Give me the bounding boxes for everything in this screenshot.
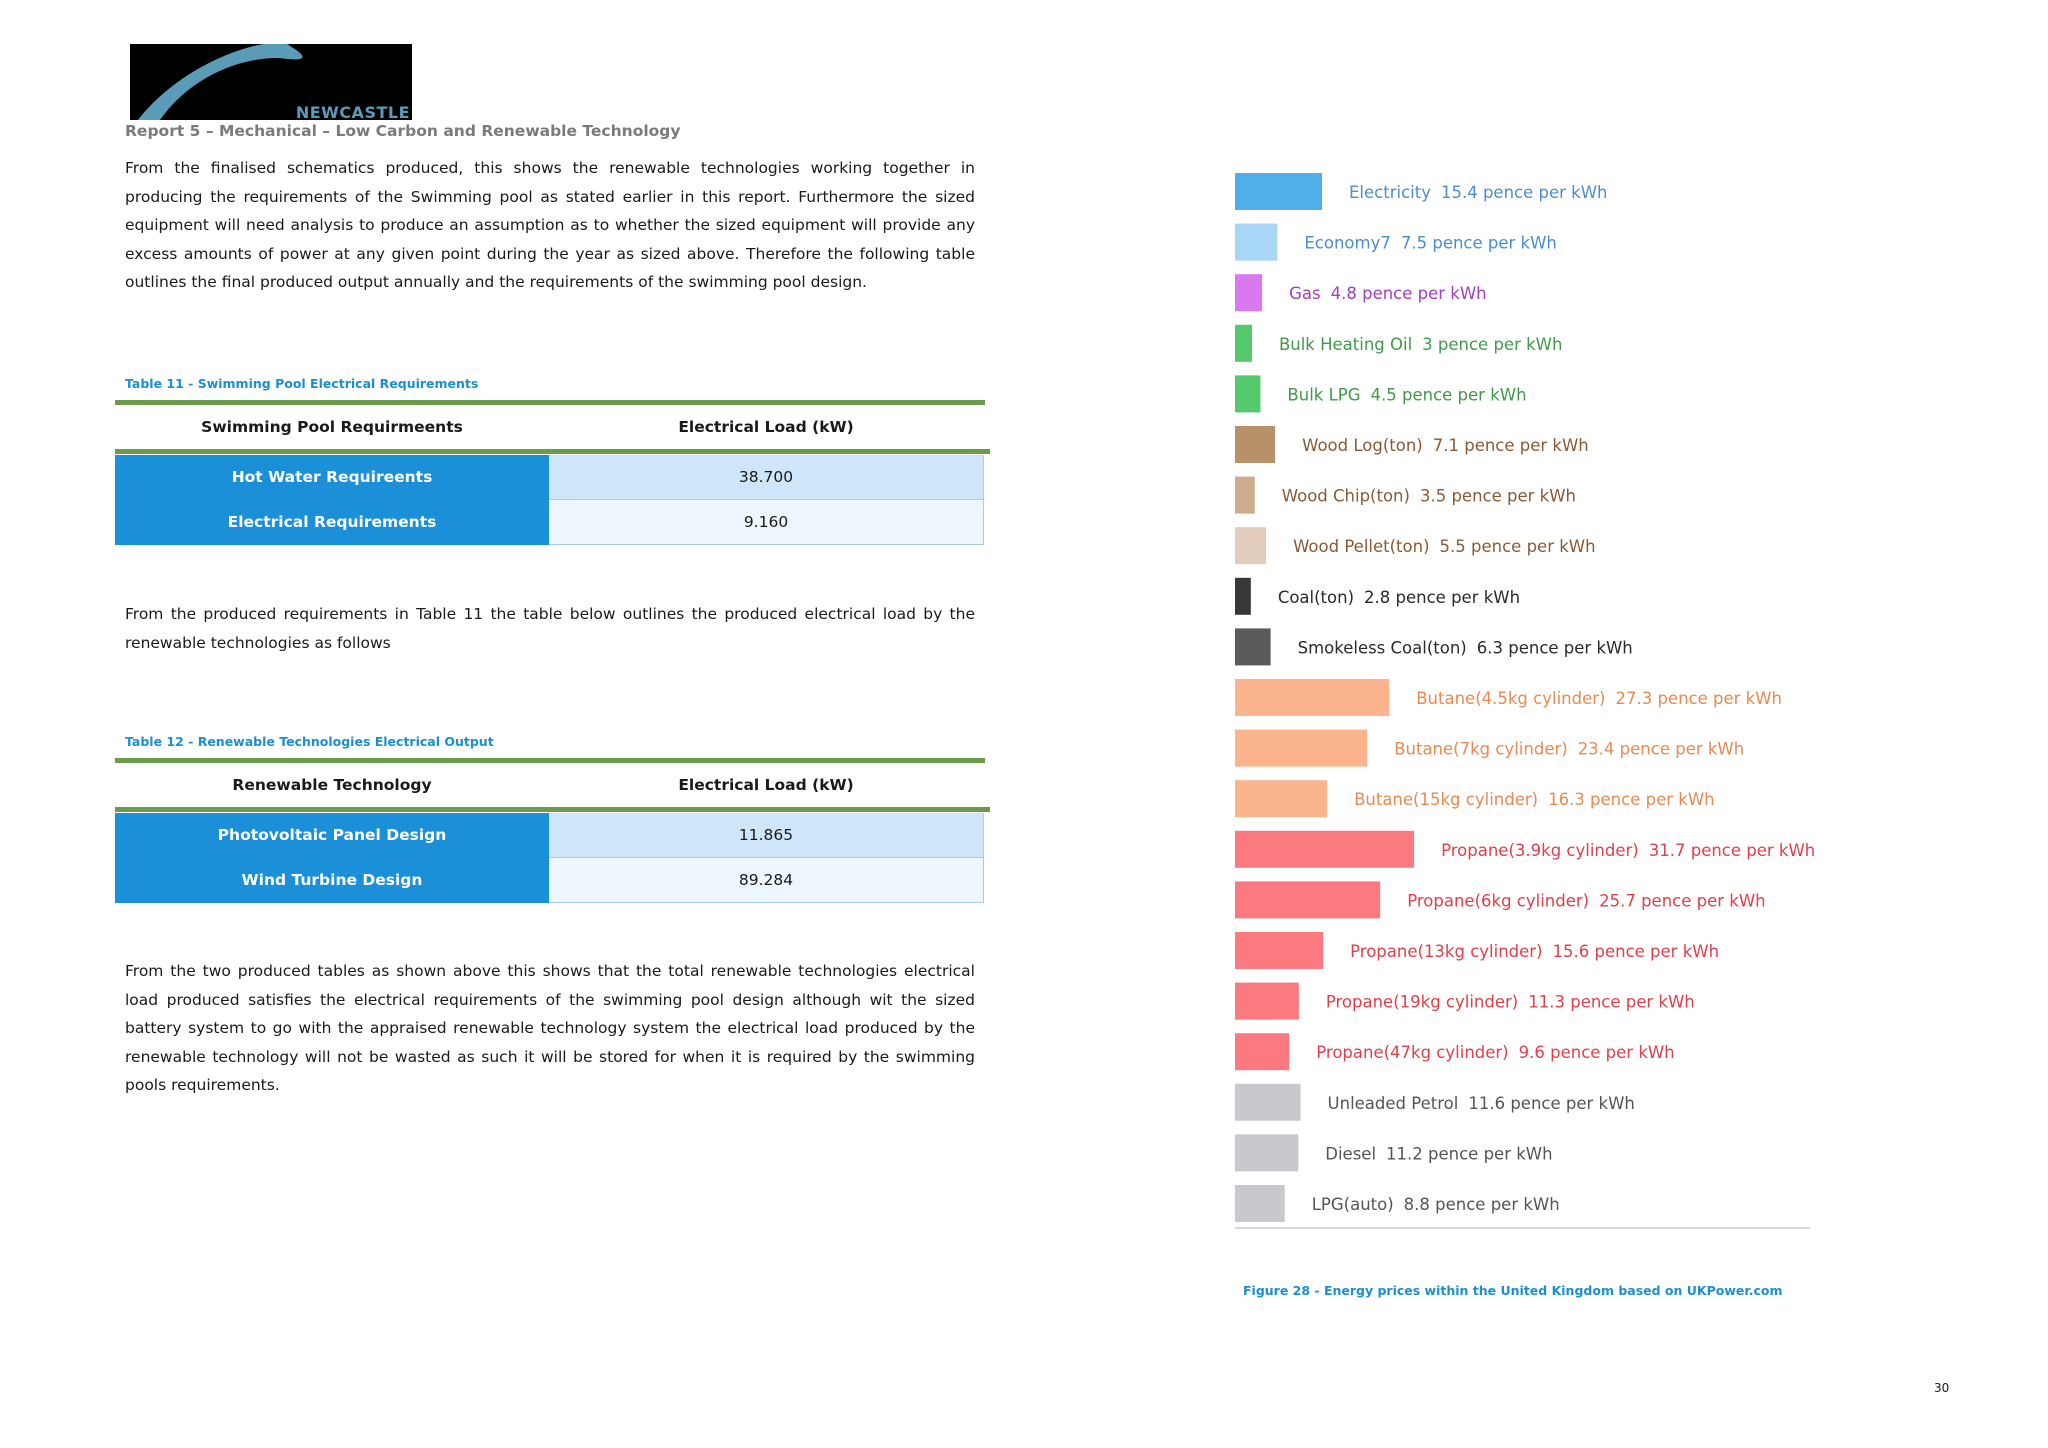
row-label: Electrical Requirements — [115, 500, 549, 545]
intro-paragraph: From the finalised schematics produced, this shows the renewable technologies working together in producing the requirements of the Swimming pool as stated earlier in this report. Furthermore the sized equipment will need analysis to produce an assumption as to whether the sized equipment will provide any excess amounts of power at any given point during the year as sized above. Therefore the following table outlines the final produced output annually and the requirements of the swimming pool design. — [125, 159, 975, 292]
chart-bar-label — [1282, 487, 1576, 506]
chart-value-label: 16.3 pence per kWh — [1548, 790, 1715, 810]
chart-value-label: 7.1 pence per kWh — [1432, 436, 1589, 455]
chart-bar — [1235, 1185, 1285, 1222]
chart-bar-label — [1298, 638, 1633, 657]
chart-bar — [1235, 325, 1252, 362]
chart-bar-label — [1354, 790, 1715, 809]
chart-bar — [1235, 780, 1327, 817]
chart-category-label: Electricity — [1349, 183, 1431, 202]
chart-bar-label — [1325, 1144, 1552, 1163]
chart-bar-label — [1278, 588, 1520, 607]
chart-bar-label — [1304, 234, 1557, 253]
chart-bar-label — [1293, 537, 1596, 556]
table-header-row — [115, 405, 985, 450]
chart-bar — [1235, 527, 1266, 564]
row-label: Wind Turbine Design — [115, 858, 549, 903]
table-header-rule — [115, 807, 990, 812]
table-row — [115, 858, 985, 903]
chart-bar — [1235, 983, 1299, 1020]
chart-bar-label — [1279, 335, 1563, 354]
chart-bar — [1235, 375, 1260, 412]
chart-bar — [1235, 881, 1380, 918]
chart-bar-label — [1349, 183, 1607, 202]
chart-value-label: 4.8 pence per kWh — [1330, 284, 1487, 304]
table-11 — [115, 400, 985, 546]
running-title: Report 5 – Mechanical – Low Carbon and Renewable Technology — [125, 122, 681, 140]
chart-bar-label — [1289, 284, 1487, 303]
chart-category-label: Wood Log(ton) — [1302, 436, 1423, 455]
chart-value-label: 4.5 pence per kWh — [1370, 385, 1527, 405]
chart-category-label: Propane(19kg cylinder) — [1325, 992, 1519, 1012]
chart-category-label: Propane(3.9kg cylinder) — [1441, 840, 1639, 860]
row-label: Hot Water Requireents — [115, 455, 549, 500]
chart-value-label: 11.6 pence per kWh — [1468, 1093, 1635, 1113]
chart-bar — [1235, 224, 1277, 261]
row-value: 89.284 — [549, 858, 984, 903]
chart-value-label: 25.7 pence per kWh — [1599, 891, 1766, 911]
chart-bar — [1235, 426, 1275, 463]
table-header-col2: Electrical Load (kW) — [678, 776, 854, 794]
chart-category-label: Unleaded Petrol — [1327, 1093, 1459, 1113]
chart-bar-label — [1316, 1043, 1674, 1062]
chart-category-label: Bulk LPG — [1287, 385, 1361, 405]
table-row — [115, 813, 985, 858]
chart-value-label: 3 pence per kWh — [1422, 334, 1563, 354]
chart-bar — [1235, 932, 1323, 969]
chart-bar-label — [1394, 740, 1744, 759]
chart-value-label: 23.4 pence per kWh — [1577, 739, 1745, 759]
chart-bar-label — [1312, 1195, 1560, 1214]
table-row — [115, 500, 985, 545]
chart-category-label: Economy7 — [1304, 233, 1391, 253]
chart-value-label: 2.8 pence per kWh — [1364, 587, 1521, 607]
table-header-row — [115, 763, 985, 808]
row-value: 38.700 — [549, 455, 984, 500]
table-row — [115, 455, 985, 500]
chart-value-label: 15.4 pence per kWh — [1440, 183, 1608, 202]
chart-bar-label — [1407, 891, 1765, 910]
chart-value-label: 11.3 pence per kWh — [1528, 992, 1695, 1012]
chart-bar-label — [1328, 1094, 1635, 1113]
page-number: 30 — [1934, 1381, 1950, 1395]
chart-bar-label — [1441, 841, 1815, 860]
chart-value-label: 27.3 pence per kWh — [1615, 689, 1782, 708]
figure-28-caption: Figure 28 - Energy prices within the United Kingdom based on UKPower.com — [1243, 1283, 1783, 1298]
table-header-col2: Electrical Load (kW) — [678, 418, 854, 436]
row-value: 11.865 — [549, 813, 984, 858]
chart-value-label: 9.6 pence per kWh — [1518, 1043, 1675, 1063]
chart-value-label: 11.2 pence per kWh — [1386, 1144, 1553, 1164]
chart-bar — [1235, 1134, 1298, 1171]
chart-category-label: Coal(ton) — [1277, 587, 1355, 607]
chart-value-label: 31.7 pence per kWh — [1648, 840, 1815, 860]
table-12 — [115, 758, 985, 904]
chart-bar — [1235, 831, 1414, 868]
chart-category-label: Diesel — [1325, 1144, 1377, 1164]
chart-category-label: Butane(7kg cylinder) — [1394, 739, 1568, 759]
energy-prices-chart — [1235, 160, 1815, 1240]
chart-bar — [1235, 173, 1322, 210]
chart-bar-label — [1350, 942, 1719, 961]
chart-value-label: 8.8 pence per kWh — [1403, 1195, 1560, 1214]
conclusion-paragraph: From the two produced tables as shown above this shows that the total renewable technologies electrical load produced satisfies the electrical requirements of the swimming pool design although wit the sized battery system to go with the appraised renewable technology system the electrical load produced by the renewable technology will not be wasted as such it will be stored for when it is required by the swimming pools requirements. — [125, 962, 975, 1095]
chart-category-label: LPG(auto) — [1311, 1195, 1394, 1214]
chart-bar — [1235, 1033, 1289, 1070]
chart-bar-label — [1302, 436, 1589, 455]
chart-category-label: Butane(4.5kg cylinder) — [1416, 689, 1606, 708]
chart-value-label: 15.6 pence per kWh — [1552, 942, 1720, 961]
table-12-caption: Table 12 - Renewable Technologies Electrical Output — [125, 734, 494, 749]
chart-category-label: Wood Chip(ton) — [1281, 486, 1410, 506]
chart-bar — [1235, 730, 1367, 767]
chart-category-label: Gas — [1289, 284, 1321, 304]
table-header-rule — [115, 449, 990, 454]
table-11-caption: Table 11 - Swimming Pool Electrical Requirements — [125, 376, 479, 391]
row-label: Photovoltaic Panel Design — [115, 813, 549, 858]
table-header-col1: Renewable Technology — [232, 776, 432, 794]
chart-bar — [1235, 578, 1251, 615]
chart-bar-label — [1287, 385, 1526, 404]
chart-category-label: Butane(15kg cylinder) — [1354, 790, 1539, 810]
chart-category-label: Wood Pellet(ton) — [1293, 537, 1430, 557]
chart-value-label: 6.3 pence per kWh — [1476, 638, 1633, 658]
chart-category-label: Bulk Heating Oil — [1278, 334, 1413, 354]
newcastle-logo — [130, 44, 412, 120]
chart-bar — [1235, 477, 1255, 514]
chart-value-label: 5.5 pence per kWh — [1439, 537, 1596, 557]
chart-category-label: Propane(13kg cylinder) — [1350, 942, 1543, 961]
chart-value-label: 3.5 pence per kWh — [1419, 486, 1577, 506]
chart-bar-label — [1326, 993, 1695, 1012]
chart-bar-label — [1416, 689, 1782, 708]
chart-bar — [1235, 679, 1389, 716]
chart-category-label: Propane(6kg cylinder) — [1407, 891, 1590, 911]
chart-value-label: 7.5 pence per kWh — [1400, 233, 1557, 253]
chart-bar — [1235, 1084, 1301, 1121]
logo-text: NEWCASTLE — [295, 103, 410, 120]
chart-category-label: Propane(47kg cylinder) — [1316, 1043, 1509, 1063]
table-header-col1: Swimming Pool Requirmeents — [201, 418, 463, 436]
chart-bar — [1235, 628, 1271, 665]
row-value: 9.160 — [549, 500, 984, 545]
chart-category-label: Smokeless Coal(ton) — [1297, 638, 1467, 658]
mid-paragraph: From the produced requirements in Table 11 the table below outlines the produced electrical load by the renewable technologies as follows — [125, 605, 975, 652]
chart-bar — [1235, 274, 1262, 311]
